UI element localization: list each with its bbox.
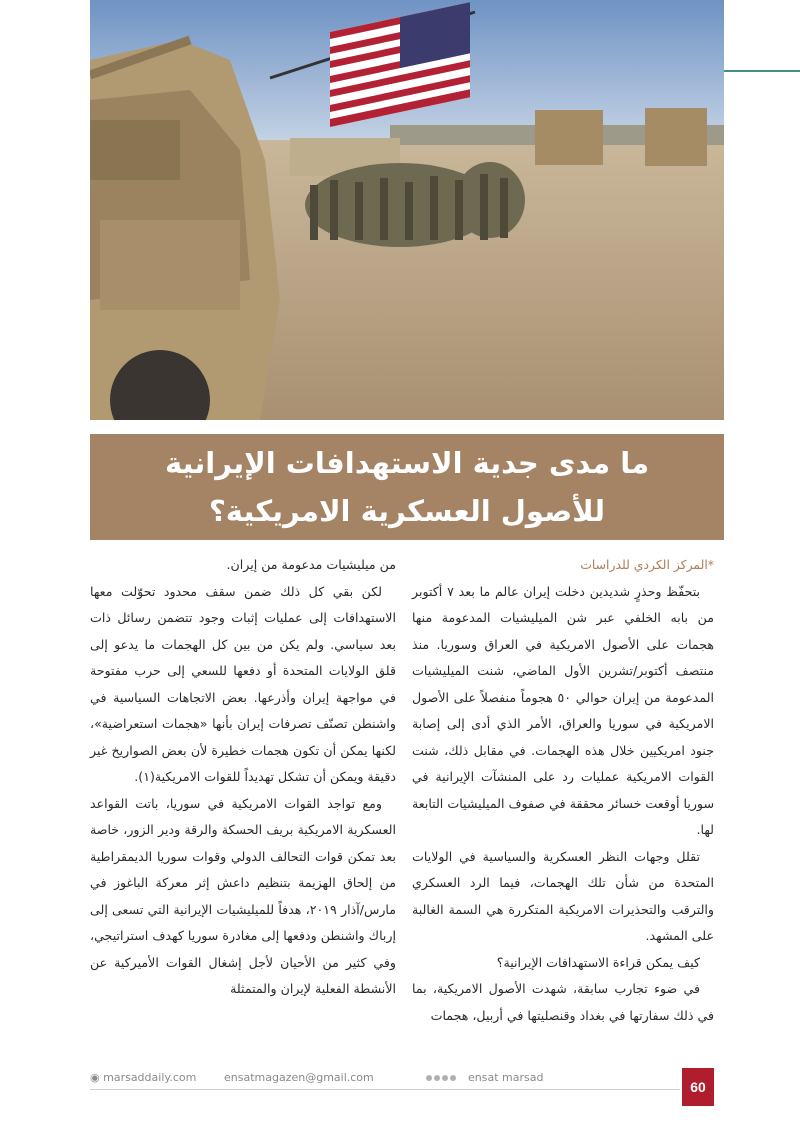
email-link[interactable]: ensatmagazen@gmail.com: [224, 1071, 374, 1084]
article-source: *المركز الكردي للدراسات: [580, 557, 714, 572]
facebook-icon[interactable]: [426, 1075, 432, 1081]
article-paragraph: لكن بقي كل ذلك ضمن سقف محدود تحوّلت معها الاستهدافات إلى عمليات إثبات وجود تتضمن رسائل ذات بعد سياسي. ولم يكن من بين كل الهجمات ما يدعو إلى قلق الولايات المتحدة أو دفعها للسعي إلى حرب مفتوحة في مواجهة إيران وأذرعها. بعض الاتجاهات السياسية في واشنطن تصنّف تصرفات إيران بأنها «هجمات استعراضية»، لكنها يمكن أن تكون هجمات خطيرة لأن بعض الصواريخ غير دقيقة ويمكن أن تشكل تهديداً للقوات الامريكية(١).: [90, 583, 396, 784]
article-title-box: [90, 434, 724, 540]
article-paragraph: تقلل وجهات النظر العسكرية والسياسية في الولايات المتحدة من شأن تلك الهجمات، فيما الرد العسكري والترقب والتحذيرات الامريكية المتكررة هي السمة الغالبة على المشهد.: [412, 848, 714, 943]
page-number: 60: [682, 1068, 714, 1106]
social-handle: ensat marsad: [468, 1071, 544, 1084]
article-paragraph: من ميليشيات مدعومة من إيران.: [226, 557, 396, 572]
article-photo: [90, 0, 724, 420]
twitter-icon[interactable]: [434, 1075, 440, 1081]
article-paragraph: في ضوء تجارب سابقة، شهدت الأصول الامريكية، بما في ذلك سفارتها في بغداد وقنصليتها في أربيل، هجمات: [412, 981, 714, 1023]
website-text: marsaddaily.com: [103, 1071, 197, 1084]
youtube-icon[interactable]: [450, 1075, 456, 1081]
globe-icon: ◉: [90, 1071, 100, 1084]
article-subheading: كيف يمكن قراءة الاستهدافات الإيرانية؟: [496, 954, 700, 970]
page-footer: [90, 1067, 710, 1089]
article-column-left: [90, 552, 396, 1003]
instagram-icon[interactable]: [442, 1075, 448, 1081]
social-icons: [426, 1075, 456, 1081]
article-column-right: [412, 552, 714, 1029]
website-link[interactable]: [90, 1071, 196, 1084]
article-paragraph: بتحفّظ وحذرٍ شديدين دخلت إيران عالم ما بعد ٧ أكتوبر من بابه الخلفي عبر شن الميليشيات المدعومة منها هجمات على الأصول الامريكية في العراق وسوريا. منذ منتصف أكتوبر/تشرين الأول الماضي، شنت الميليشيات المدعومة من إيران حوالي ٥٠ هجوماً منفصلاً على الأصول الامريكية في سوريا والعراق، الأمر الذي أدى إلى إصابة جنود امريكيين خلال هذه الهجمات. في مقابل ذلك، شنت القوات الامريكية عمليات رد على المنشآت الإيرانية في سوريا أوقعت خسائر محققة في صفوف الميليشيات التابعة لها.: [412, 583, 715, 837]
accent-rule: [724, 70, 800, 72]
footer-divider: [90, 1089, 680, 1090]
article-paragraph: ومع تواجد القوات الامريكية في سوريا، باتت القواعد العسكرية الامريكية بريف الحسكة والرقة ودير الزور، خاصة بعد تمكن قوات التحالف الدولي وقوات سوريا الديمقراطية من إلحاق الهزيمة بتنظيم داعش إثر معركة الباغوز في مارس/آذار ٢٠١٩، هدفاً للميليشيات الإيرانية التي تسعى إلى إرباك واشنطن ودفعها إلى مغادرة سوريا كهدف استراتيجي، وفي كثير من الأحيان لأجل إشغال القوات الأميركية عن الأنشطة الفعلية لإيران والمتمثلة: [90, 795, 396, 996]
article-title-line-2: للأصول العسكرية الامريكية؟: [208, 494, 606, 528]
article-title-line-1: ما مدى جدية الاستهدافات الإيرانية: [164, 446, 650, 480]
